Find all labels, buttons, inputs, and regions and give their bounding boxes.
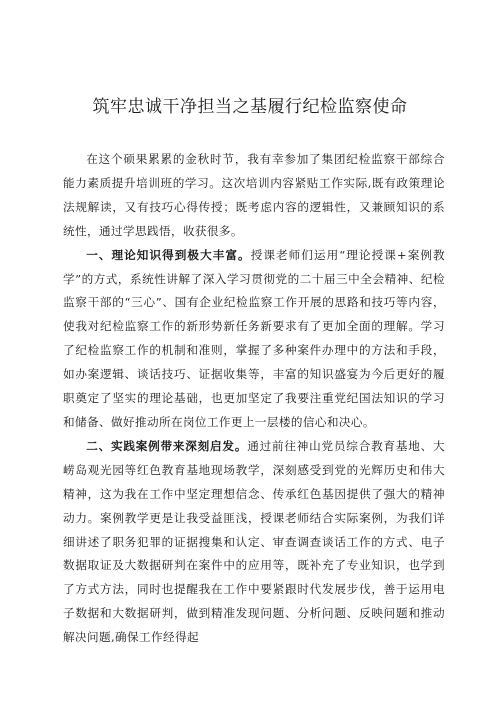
paragraph-theory xyxy=(63,244,445,435)
paragraph-text: 授课老师们运用“理论授课+案例教学”的方式，系统性讲解了深入学习贯彻党的二十届三中全会精神、纪检监察干部的“三心”、国有企业纪检监察工作开展的思路和技巧等内容，使我对纪检监察工作的新形势新任务新要求有了更加全面的理解。学习了纪检监察工作的机制和准则，掌握了多种案件办理中的方法和手段，如办案逻辑、谈话技巧、证据收集等，丰富的知识盛宴为今后更好的履职奠定了坚实的理论基础，也更加坚定了我要注重党纪国法知识的学习和储备、做好推动所在岗位工作更上一层楼的信心和决心。 xyxy=(63,247,446,429)
paragraph-intro xyxy=(63,148,445,244)
section-heading-theory: 一、理论知识得到极大丰富。 xyxy=(86,247,251,262)
paragraph-text: 通过前往神山党员综合教育基地、大崂岛观光园等红色教育基地现场教学，深刻感受到党的光辉历史和伟大精神，这为我在工作中坚定理想信念、传承红色基因提供了强大的精神动力。案例教学更是让我受益匪浅，授课老师结合实际案例，为我们详细讲述了职务犯罪的证据搜集和认定、审查调查谈话工作的方式、电子数据取证及大数据研判在案件中的应用等，既补充了专业知识，也学到了方式方法，同时也提醒我在工作中要紧跟时代发展步伐，善于运用电子数据和大数据研判，做到精准发现问题、分析问题、反映问题和推动解决问题,确保工作经得起 xyxy=(63,438,446,645)
document-title: 筑牢忠诚干净担当之基履行纪检监察使命 xyxy=(92,97,408,117)
paragraph-text: 在这个硕果累累的金秋时节，我有幸参加了集团纪检监察干部综合能力素质提升培训班的学习。这次培训内容紧贴工作实际,既有政策理论法规解读，又有技巧心得传授；既考虑内容的逻辑性，又兼顾知识的系统性，通过学思践悟，收获很多。 xyxy=(63,152,445,238)
document-body xyxy=(63,148,445,650)
section-heading-practice: 二、实践案例带来深刻启发。 xyxy=(86,438,248,453)
paragraph-practice xyxy=(63,435,445,650)
